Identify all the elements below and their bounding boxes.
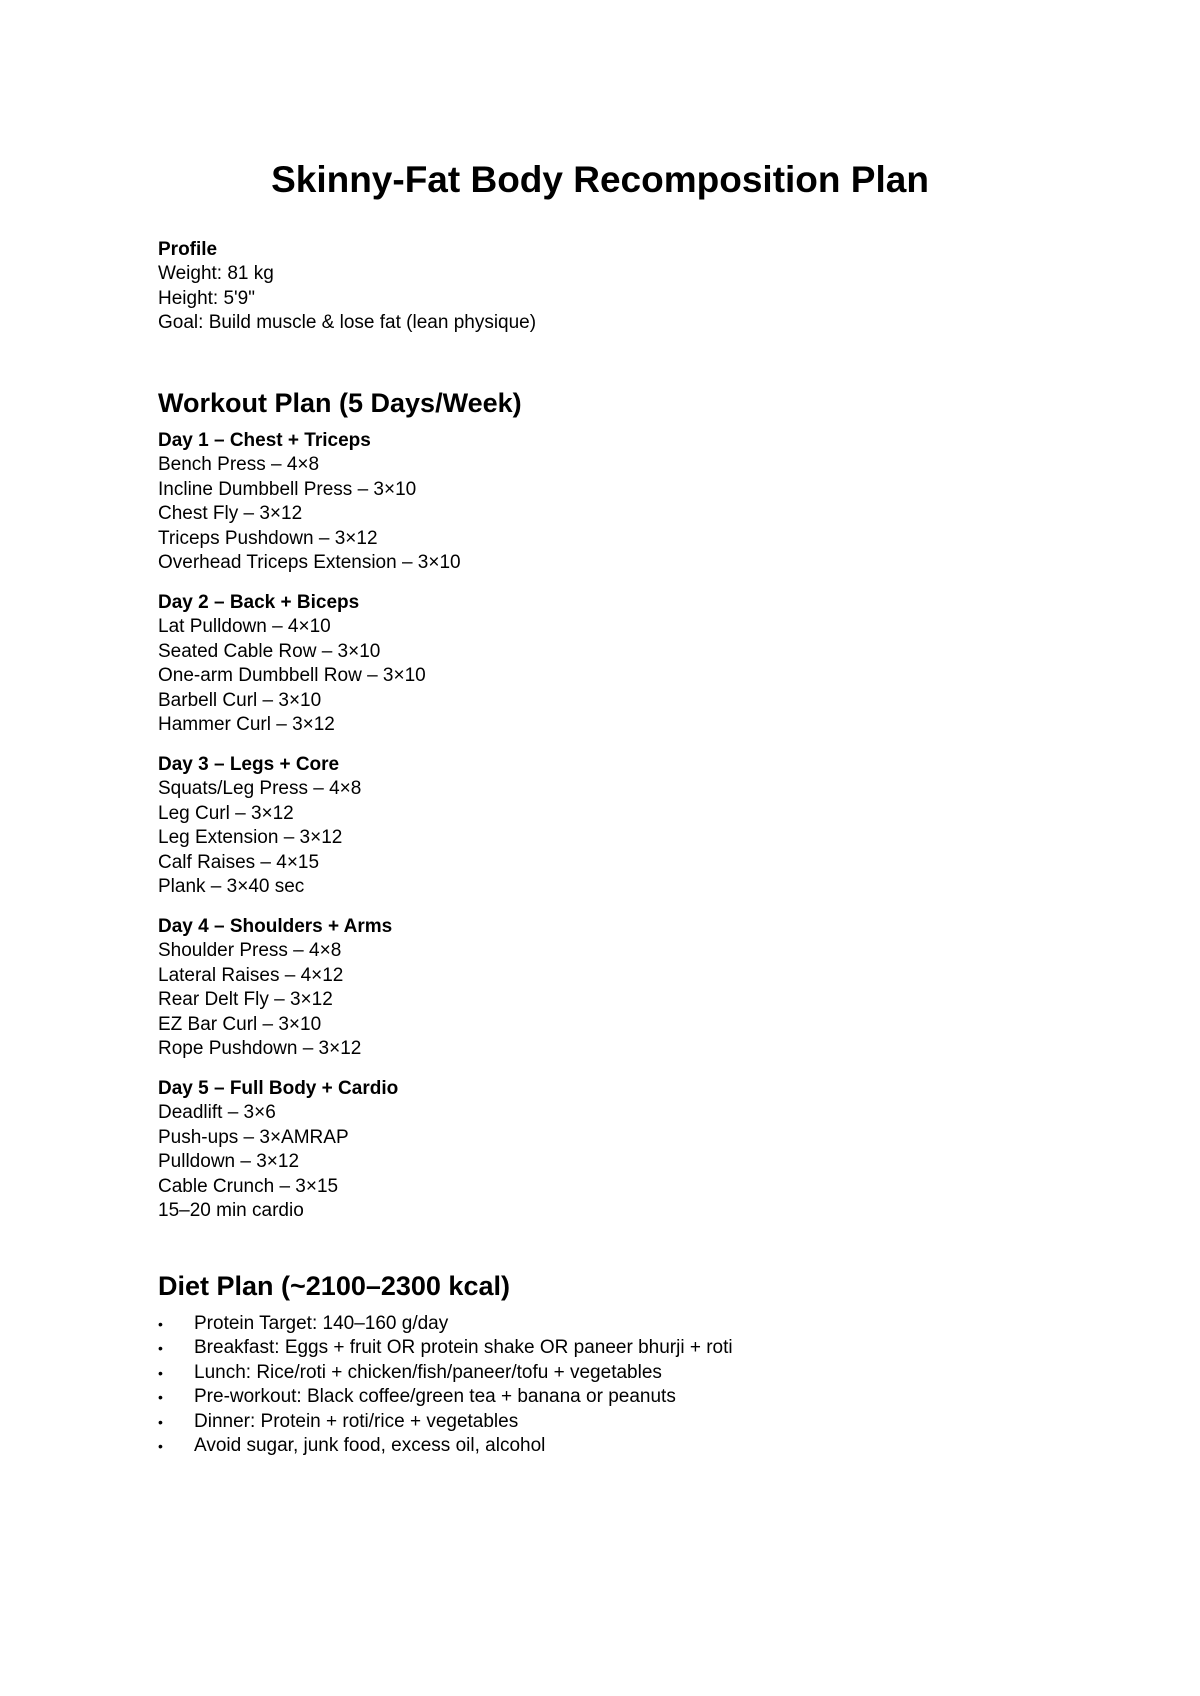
list-item bbox=[158, 1434, 1058, 1459]
list-item bbox=[158, 1410, 1058, 1435]
diet-item-text: Avoid sugar, junk food, excess oil, alcohol bbox=[194, 1435, 546, 1456]
diet-item-text: Pre-workout: Black coffee/green tea + banana or peanuts bbox=[194, 1386, 676, 1407]
diet-item-text: Protein Target: 140–160 g/day bbox=[194, 1312, 449, 1334]
exercise-item: EZ Bar Curl – 3×10 bbox=[158, 1013, 322, 1035]
exercise-item: Rear Delt Fly – 3×12 bbox=[158, 989, 333, 1010]
workout-day bbox=[158, 429, 1058, 576]
exercise-item: Plank – 3×40 sec bbox=[158, 876, 305, 897]
exercise-item: Deadlift – 3×6 bbox=[158, 1102, 276, 1123]
exercise-item: One-arm Dumbbell Row – 3×10 bbox=[158, 665, 426, 686]
exercise-item: Lateral Raises – 4×12 bbox=[158, 964, 344, 986]
day-title: Day 1 – Chest + Triceps bbox=[158, 429, 371, 451]
bullet-icon: • bbox=[158, 1364, 163, 1381]
workout-day bbox=[158, 915, 1058, 1062]
exercise-item: 15–20 min cardio bbox=[158, 1200, 304, 1221]
day-title: Day 4 – Shoulders + Arms bbox=[158, 915, 393, 937]
exercise-item: Leg Curl – 3×12 bbox=[158, 802, 294, 824]
workout-day bbox=[158, 1077, 1058, 1224]
page-title: Skinny-Fat Body Recomposition Plan bbox=[271, 159, 929, 200]
list-item bbox=[158, 1361, 1058, 1386]
diet-item-text: Lunch: Rice/roti + chicken/fish/paneer/tofu + vegetables bbox=[194, 1361, 662, 1383]
exercise-item: Calf Raises – 4×15 bbox=[158, 851, 320, 873]
day-title: Day 5 – Full Body + Cardio bbox=[158, 1077, 399, 1099]
exercise-item: Hammer Curl – 3×12 bbox=[158, 714, 335, 735]
exercise-item: Bench Press – 4×8 bbox=[158, 454, 320, 475]
list-item bbox=[158, 1312, 1058, 1337]
exercise-item: Pulldown – 3×12 bbox=[158, 1151, 300, 1172]
exercise-item: Chest Fly – 3×12 bbox=[158, 503, 303, 524]
list-item bbox=[158, 1336, 1058, 1361]
exercise-item: Shoulder Press – 4×8 bbox=[158, 940, 342, 961]
bullet-icon: • bbox=[158, 1438, 163, 1454]
day-title: Day 3 – Legs + Core bbox=[158, 753, 340, 775]
day-title: Day 2 – Back + Biceps bbox=[158, 591, 360, 613]
workout-day bbox=[158, 753, 1058, 900]
diet-item-text: Breakfast: Eggs + fruit OR protein shake OR paneer bhurji + roti bbox=[194, 1337, 733, 1358]
list-item bbox=[158, 1385, 1058, 1410]
diet-heading: Diet Plan (~2100–2300 kcal) bbox=[158, 1270, 510, 1301]
exercise-item: Lat Pulldown – 4×10 bbox=[158, 616, 331, 637]
diet-item-text: Dinner: Protein + roti/rice + vegetables bbox=[194, 1410, 519, 1432]
exercise-item: Triceps Pushdown – 3×12 bbox=[158, 527, 378, 549]
exercise-item: Leg Extension – 3×12 bbox=[158, 827, 343, 848]
bullet-icon: • bbox=[158, 1315, 163, 1332]
exercise-item: Incline Dumbbell Press – 3×10 bbox=[158, 478, 417, 500]
exercise-item: Overhead Triceps Extension – 3×10 bbox=[158, 552, 461, 573]
profile-weight: Weight: 81 kg bbox=[158, 263, 274, 284]
exercise-item: Barbell Curl – 3×10 bbox=[158, 689, 322, 711]
bullet-icon: • bbox=[158, 1340, 163, 1356]
exercise-item: Squats/Leg Press – 4×8 bbox=[158, 778, 362, 799]
bullet-icon: • bbox=[158, 1413, 163, 1430]
exercise-item: Rope Pushdown – 3×12 bbox=[158, 1038, 362, 1059]
exercise-item: Push-ups – 3×AMRAP bbox=[158, 1126, 349, 1148]
profile-goal: Goal: Build muscle & lose fat (lean physique) bbox=[158, 312, 537, 333]
bullet-icon: • bbox=[158, 1389, 163, 1405]
workout-day bbox=[158, 591, 1058, 738]
profile-heading: Profile bbox=[158, 239, 218, 260]
exercise-item: Cable Crunch – 3×15 bbox=[158, 1175, 339, 1197]
document-content bbox=[158, 238, 1058, 1459]
profile-section bbox=[158, 238, 1058, 336]
diet-list bbox=[158, 1312, 1058, 1459]
workout-heading: Workout Plan (5 Days/Week) bbox=[158, 387, 522, 418]
exercise-item: Seated Cable Row – 3×10 bbox=[158, 640, 381, 662]
profile-height: Height: 5'9" bbox=[158, 287, 255, 309]
